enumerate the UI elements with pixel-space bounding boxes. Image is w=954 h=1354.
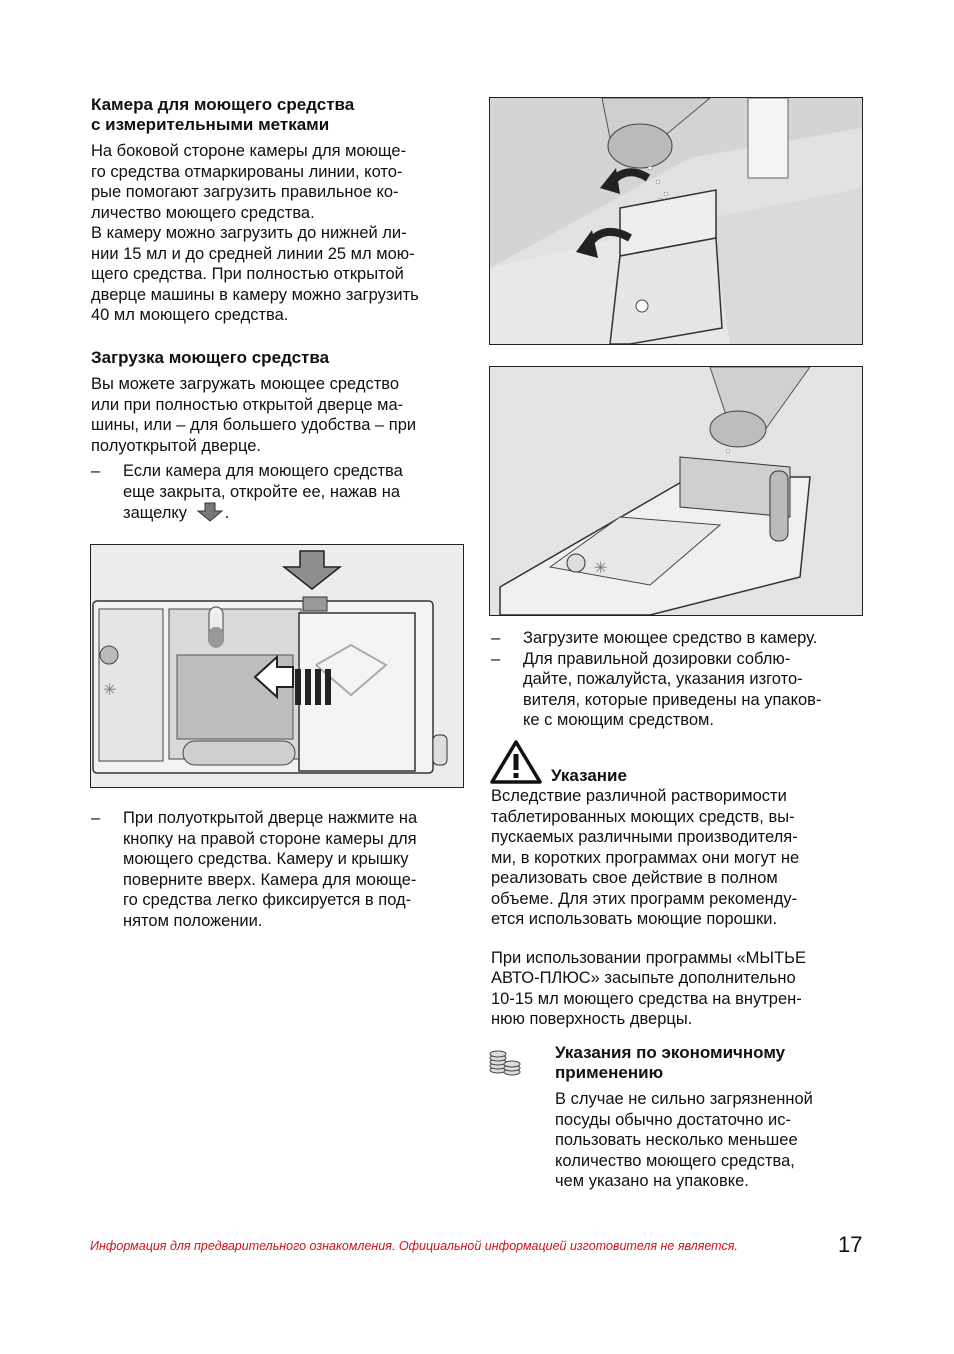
body-line: кнопку на правой стороне камеры для [123, 829, 417, 848]
body-line: ется использовать моющие порошки. [491, 910, 778, 928]
section-title-line: Камера для моющего средства [91, 95, 355, 114]
footer-disclaimer: Информация для предварительного ознакомления. Официальной информацией изготовителя не является. [90, 1239, 738, 1253]
body-line: В камеру можно загрузить до нижней ли- [91, 224, 407, 242]
figure-latch-dispenser [90, 544, 464, 788]
body-line: рые помогают загрузить правильное ко- [91, 183, 399, 201]
body-line: ми, в коротких программах они могут не [491, 848, 800, 867]
dash-marker: – [491, 649, 501, 668]
figure-open-dispenser [489, 97, 863, 345]
body-line: Загрузите моющее средство в камеру. [523, 629, 818, 647]
body-line: При полуоткрытой дверце нажмите на [123, 809, 418, 827]
body-line: пускаемых различными производителя- [491, 828, 798, 846]
body-line: полуоткрытой дверце. [91, 436, 261, 455]
body-line: количество моющего средства, [555, 1151, 795, 1170]
body-line: Вы можете загружать моющее средство [91, 375, 400, 393]
body-line: посуды обычно достаточно ис- [555, 1110, 791, 1129]
body-line: В случае не сильно загрязненной [555, 1090, 813, 1108]
body-line: При использовании программы «МЫТЬЕ [491, 948, 806, 967]
eco-tips [555, 1043, 867, 1192]
down-arrow-icon [195, 502, 225, 522]
body-line: пользовать несколько меньшее [555, 1131, 798, 1149]
warning-icon [490, 740, 542, 784]
body-line-with-icon: защелку . [123, 504, 230, 522]
body-line: шины, или – для большего удобства – при [91, 416, 417, 434]
eco-title-line: Указания по экономичному [555, 1043, 786, 1062]
body-line: го средства легко фиксируется в под- [123, 891, 412, 909]
section-title-line: с измерительными метками [91, 115, 330, 134]
note-title: Указание [551, 766, 627, 785]
body-line: реализовать свое действие в полном [491, 869, 778, 887]
body-line: Для правильной дозировки соблю- [523, 649, 791, 668]
svg-text:✳: ✳ [103, 682, 117, 699]
body-line: поверните вверх. Камера для моюще- [123, 870, 417, 889]
list-item [491, 649, 863, 731]
dash-marker: – [91, 462, 101, 480]
page-number: 17 [838, 1232, 863, 1257]
body-line: На боковой стороне камеры для моюще- [91, 142, 407, 160]
body-line: чем указано на упаковке. [555, 1172, 749, 1190]
note-title-wrap [551, 766, 627, 786]
body-line: еще закрыта, откройте ее, нажав на [123, 482, 400, 501]
list-item [91, 461, 471, 524]
body-line: таблетированных моющих средств, вы- [491, 807, 795, 826]
section-title: Загрузка моющего средства [91, 348, 330, 367]
note-body [491, 786, 867, 1030]
body-line: или при полностью открытой дверце ма- [91, 395, 404, 414]
list-item [91, 808, 471, 931]
body-line: защелку [123, 504, 188, 522]
dash-marker: – [91, 809, 101, 827]
body-line: 40 мл моющего средства. [91, 306, 289, 324]
section-measuring-marks [91, 95, 471, 326]
dash-marker: – [491, 629, 501, 647]
section-loading [91, 348, 471, 524]
body-line: моющего средства. Камеру и крышку [123, 850, 409, 868]
body-line: личество моющего средства. [91, 203, 315, 222]
list-column2 [491, 628, 863, 731]
body-line: дайте, пожалуйста, указания изгото- [523, 670, 803, 688]
body-line: го средства отмаркированы линии, кото- [91, 162, 403, 181]
body-line: 10-15 мл моющего средства на внутрен- [491, 989, 802, 1008]
body-line: объеме. Для этих программ рекомендy- [491, 889, 798, 908]
svg-text:✳: ✳ [594, 560, 608, 577]
body-line: Если камера для моющего средства [123, 462, 403, 480]
body-line: нии 15 мл и до средней линии 25 мл мою- [91, 244, 415, 263]
body-line: нюю поверхность дверцы. [491, 1010, 693, 1028]
body-line: АВТО-ПЛЮС» засыпьте дополнительно [491, 969, 796, 987]
list-item [491, 628, 863, 649]
body-line: ке с моющим средством. [523, 711, 714, 729]
body-line: дверце машины в камеру можно загрузить [91, 285, 419, 304]
eco-title-line: применению [555, 1063, 664, 1082]
body-line: нятом положении. [123, 911, 263, 930]
figure-pour-detergent [489, 366, 863, 616]
body-line: Вследствие различной растворимости [491, 787, 787, 805]
body-line: вителя, которые приведены на упаков- [523, 690, 822, 709]
coins-icon [488, 1042, 524, 1078]
body-line: щего средства. При полностью открытой [91, 265, 404, 283]
